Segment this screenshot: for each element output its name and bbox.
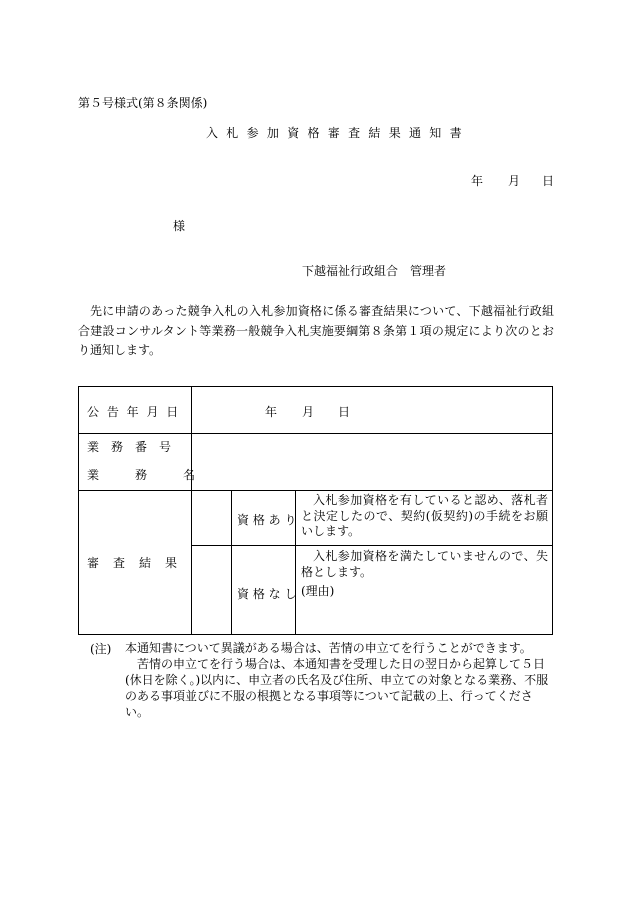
reason-label: (理由) (301, 584, 335, 598)
business-number-label: 業 務 番 号 (87, 440, 172, 454)
notice-day-label: 日 (338, 405, 351, 419)
row-divider (192, 545, 552, 546)
column-divider (191, 387, 192, 634)
issue-year-label: 年 (471, 174, 484, 188)
business-name-label: 業 務 名 (87, 468, 196, 482)
issue-day-label: 日 (542, 174, 555, 188)
notice-date-label: 公 告 年 月 日 (87, 405, 181, 419)
review-result-label: 審 査 結 果 (87, 556, 179, 570)
body-text: 先に申請のあった競争入札の入札参加資格に係る審査結果について、下越福祉行政組合建設コンサルタント等業務一般競争入札実施要綱第８条第１項の規定により次のとおり通知します。 (78, 304, 554, 357)
note-mark: (注) (90, 642, 112, 656)
note-line-2: 苦情の申立てを行う場合は、本通知書を受理した日の翌日から起算して５日(休日を除く。)以内に、申立者の氏名及び住所、申立ての対象となる業務、不服のある事項並びに不服の根拠となる事項等について記載の上、行ってください。 (125, 657, 549, 719)
qualified-text: 入札参加資格を有していると認め、落札者と決定したので、契約(仮契約)の手続をお願いします。 (301, 493, 548, 538)
notice-year-label: 年 (265, 405, 278, 419)
note-line-1: 本通知書について異議がある場合は、苦情の申立てを行うことができます。 (125, 641, 532, 655)
issuer: 下越福祉行政組合 管理者 (302, 264, 447, 278)
notice-month-label: 月 (302, 405, 315, 419)
notes (125, 640, 555, 720)
unqualified-label: 資 格 な し (237, 587, 297, 601)
column-divider (231, 490, 232, 634)
document-title: 入札参加資格審査結果通知書 (206, 126, 470, 140)
unqualified-text: 入札参加資格を満たしていませんので、失格とします。 (301, 549, 548, 579)
qualified-label: 資 格 あ り (237, 513, 297, 527)
addressee-suffix: 様 (173, 219, 186, 233)
result-table (78, 386, 553, 635)
row-divider (79, 433, 552, 434)
issue-month-label: 月 (508, 174, 521, 188)
row-divider (79, 490, 552, 491)
form-number: 第５号様式(第８条関係) (78, 96, 208, 110)
